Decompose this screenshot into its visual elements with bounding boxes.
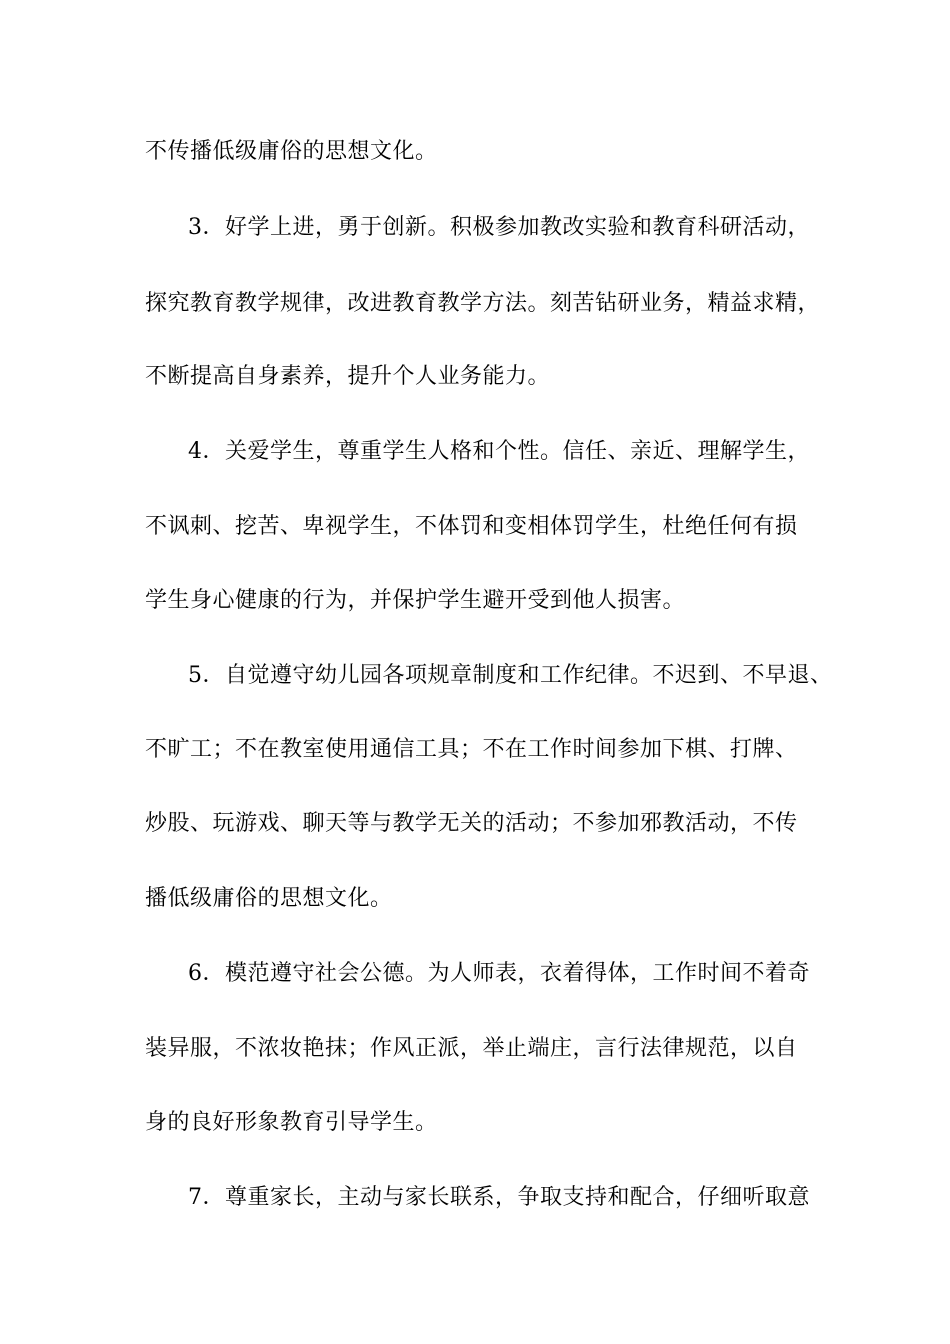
text-line: 学生身心健康的行为，并保护学生避开受到他人损害。 — [145, 588, 686, 613]
text-line: 4．关爱学生，尊重学生人格和个性。信任、亲近、理解学生， — [188, 439, 810, 464]
text-line: 播低级庸俗的思想文化。 — [145, 886, 393, 911]
text-line: 不断提高自身素养，提升个人业务能力。 — [145, 364, 551, 389]
text-line: 装异服，不浓妆艳抹；作风正派，举止端庄，言行法律规范，以自 — [145, 1036, 798, 1061]
text-line: 3．好学上进，勇于创新。积极参加教改实验和教育科研活动， — [188, 215, 810, 240]
text-line: 不传播低级庸俗的思想文化。 — [145, 139, 438, 164]
text-line: 身的良好形象教育引导学生。 — [145, 1110, 438, 1135]
text-line: 不讽刺、挖苦、卑视学生，不体罚和变相体罚学生，杜绝任何有损 — [145, 514, 798, 539]
text-line: 6．模范遵守社会公德。为人师表，衣着得体，工作时间不着奇 — [188, 961, 810, 986]
text-line: 5．自觉遵守幼儿园各项规章制度和工作纪律。不迟到、不早退、 — [188, 663, 833, 688]
text-line: 炒股、玩游戏、聊天等与教学无关的活动；不参加邪教活动，不传 — [145, 811, 798, 836]
text-line: 不旷工；不在教室使用通信工具；不在工作时间参加下棋、打牌、 — [145, 737, 798, 762]
text-line: 探究教育教学规律，改进教育教学方法。刻苦钻研业务，精益求精， — [145, 291, 821, 316]
text-line: 7．尊重家长，主动与家长联系，争取支持和配合，仔细听取意 — [188, 1185, 810, 1210]
